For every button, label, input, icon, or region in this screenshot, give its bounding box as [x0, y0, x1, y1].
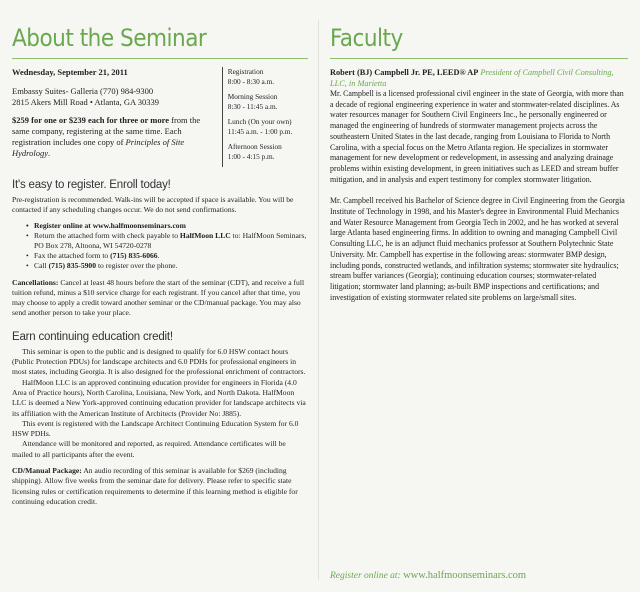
credit-paragraph: Attendance will be monitored and reported, as required. Attendance certificates will be mailed to all participants after the event. [12, 439, 286, 459]
cd-manual-package [12, 466, 308, 507]
schedule-item [228, 92, 308, 111]
venue-name-phone: Embassy Suites- Galleria (770) 984-9300 [12, 86, 154, 96]
schedule-label: Lunch (On your own) [227, 117, 292, 126]
schedule-time: 8:30 - 11:45 a.m. [227, 101, 278, 111]
title-rule [330, 58, 628, 59]
call-end: to register over the phone. [97, 260, 178, 270]
registration-methods [26, 221, 308, 271]
title-rule [12, 58, 308, 59]
fax-number[interactable]: (715) 835-6066 [110, 250, 158, 260]
event-details [12, 67, 216, 167]
credit-paragraph: This seminar is open to the public and is designed to qualify for 6.0 HSW contact hours (Public Protection PDUs) for landscape architects and 6.0 PDHs for professional engineers in most states, including Georgia. It is also designed for the professional enrichment of contractors. [12, 346, 306, 377]
about-seminar-column [12, 24, 308, 507]
price-end: . [48, 148, 51, 158]
schedule-time: 8:00 - 8:30 a.m. [227, 76, 275, 86]
column-divider [318, 20, 319, 580]
faculty-header [330, 67, 628, 89]
mail-payee: HalfMoon LLC [179, 230, 231, 240]
faculty-bio: Mr. Campbell received his Bachelor of Science degree in Civil Engineering from the Georgia Institute of Technology in 1998, and his Master's degree in Environmental Fluid Mechanics and Water Resource Management from Georgia Tech in 2002, and he has worked at several large Atlanta based engineering firms. In addition to owning and managing Campbell Civil Consulting LLC, he is an adjunct fluid mechanics professor at Southern Polytechnic State University. Mr. Campbell has expertise in the following areas: stormwater BMP design, including ponds, constructed wetlands, and infiltration systems; stormwater site hydraulics; stream buffer variances (Georgia); continuing education courses; stormwater-related litigation; stormwater land planning; as-built BMP inspections and certifications; and investigation of existing stormwater related site problems on large/small sites. [330, 196, 625, 302]
call-text: Call [34, 260, 47, 270]
faculty-name: Robert (BJ) Campbell Jr. PE, LEED® AP [330, 68, 479, 77]
register-intro: Pre-registration is recommended. Walk-ins will be accepted if space is available. You will be contacted if any scheduling changes occur. We do not send confirmations. [12, 195, 294, 215]
register-web-item[interactable] [26, 221, 308, 231]
footer-url-link[interactable]: www.halfmoonseminars.com [403, 570, 527, 581]
call-number[interactable]: (715) 835-5900 [48, 260, 97, 270]
register-call-item [26, 261, 308, 271]
seminar-date: Wednesday, September 21, 2011 [12, 67, 128, 77]
included-book-title: Principles of Site Hydrology [12, 137, 185, 158]
schedule-item [228, 67, 308, 86]
venue [12, 86, 216, 108]
cancellation-label: Cancellations: [12, 277, 59, 287]
venue-address: 2815 Akers Mill Road • Atlanta, GA 30339 [12, 97, 159, 107]
register-footer [330, 570, 526, 581]
about-seminar-title: About the Seminar [12, 24, 207, 52]
fax-end: . [157, 250, 160, 260]
faculty-title: Faculty [330, 24, 403, 52]
event-info [12, 67, 308, 167]
pricing [12, 115, 216, 159]
register-mail-item [26, 231, 308, 251]
faculty-bio: Mr. Campbell is a licensed professional civil engineer in the state of Georgia, with more than a decade of regional engineering experience in water and stormwater-related disciplines. As water resources manager for Southern Civil Engineers Inc., he personally engineered or managed the engineering of hundreds of stormwater management projects across the southeastern United States in the last decade, ranging from Louisiana to Florida to North Carolina, with a special focus on the Metro Atlanta region. He specializes in stormwater management for new development or redevelopment, in assessing and analyzing drainage problems within existing development, in green initiatives such as LEED and stream buffer mitigation, and in analysis and expert testimony for complex stormwater litigation. [330, 89, 624, 184]
schedule-time: 11:45 a.m. - 1:00 p.m. [227, 126, 293, 136]
register-heading: It's easy to register. Enroll today! [12, 179, 171, 191]
mail-address: to: HalfMoon Seminars, PO Box 278, Altoona, WI 54720-0278 [34, 230, 307, 250]
credit-paragraph: This event is registered with the Landscape Architect Continuing Education System for 6.0 HSW PDHs. [12, 418, 299, 439]
schedule-label: Afternoon Session [227, 142, 282, 151]
schedule-item [228, 142, 308, 161]
fax-text: Fax the attached form to [34, 250, 109, 260]
schedule-label: Morning Session [227, 92, 278, 101]
schedule-label: Registration [227, 67, 264, 76]
cd-manual-text: An audio recording of this seminar is available for $269 (including shipping). Allow five weeks from the seminar date for delivery. Please refer to specific state licensing rules or certification requirements to determine if this learning method is eligible for continuing education credit. [12, 466, 298, 506]
register-fax-item [26, 251, 308, 261]
price-details: from the same company, registering at the same time. Each registration includes one copy of [12, 115, 201, 147]
footer-label: Register online at: [330, 571, 401, 581]
schedule [222, 67, 308, 167]
credit-paragraph: HalfMoon LLC is an approved continuing education provider for engineers in Florida (4.0 Area of Practice hours), North Carolina, Louisiana, New York, and North Dakota. HalfMoon LLC is deemed a New York-approved continuing education provider for landscape architects via its affiliation with the American Institute of Architects (Provider No: J885). [12, 377, 306, 418]
cancellation-policy [12, 278, 308, 319]
schedule-item [228, 117, 308, 136]
register-web-link[interactable]: Register online at www.halfmoonseminars.com [34, 220, 186, 230]
credit-heading: Earn continuing education credit! [12, 330, 173, 343]
price-highlight: $259 for one or $239 each for three or more [12, 115, 169, 125]
cancellation-text: Cancel at least 48 hours before the start of the seminar (CDT), and receive a full tuition refund, minus a $10 service charge for each registrant. If you cancel after that time, you may choose to apply a credit toward another seminar or the CD/manual package. You may also send another person to take your place. [12, 277, 305, 318]
mail-text: Return the attached form with check payable to [34, 230, 179, 240]
faculty-role: President of Campbell Civil Consulting, LLC, in Marietta [330, 68, 614, 88]
faculty-column [330, 24, 628, 314]
cd-manual-label: CD/Manual Package: [12, 466, 82, 476]
schedule-time: 1:00 - 4:15 p.m. [227, 151, 275, 161]
